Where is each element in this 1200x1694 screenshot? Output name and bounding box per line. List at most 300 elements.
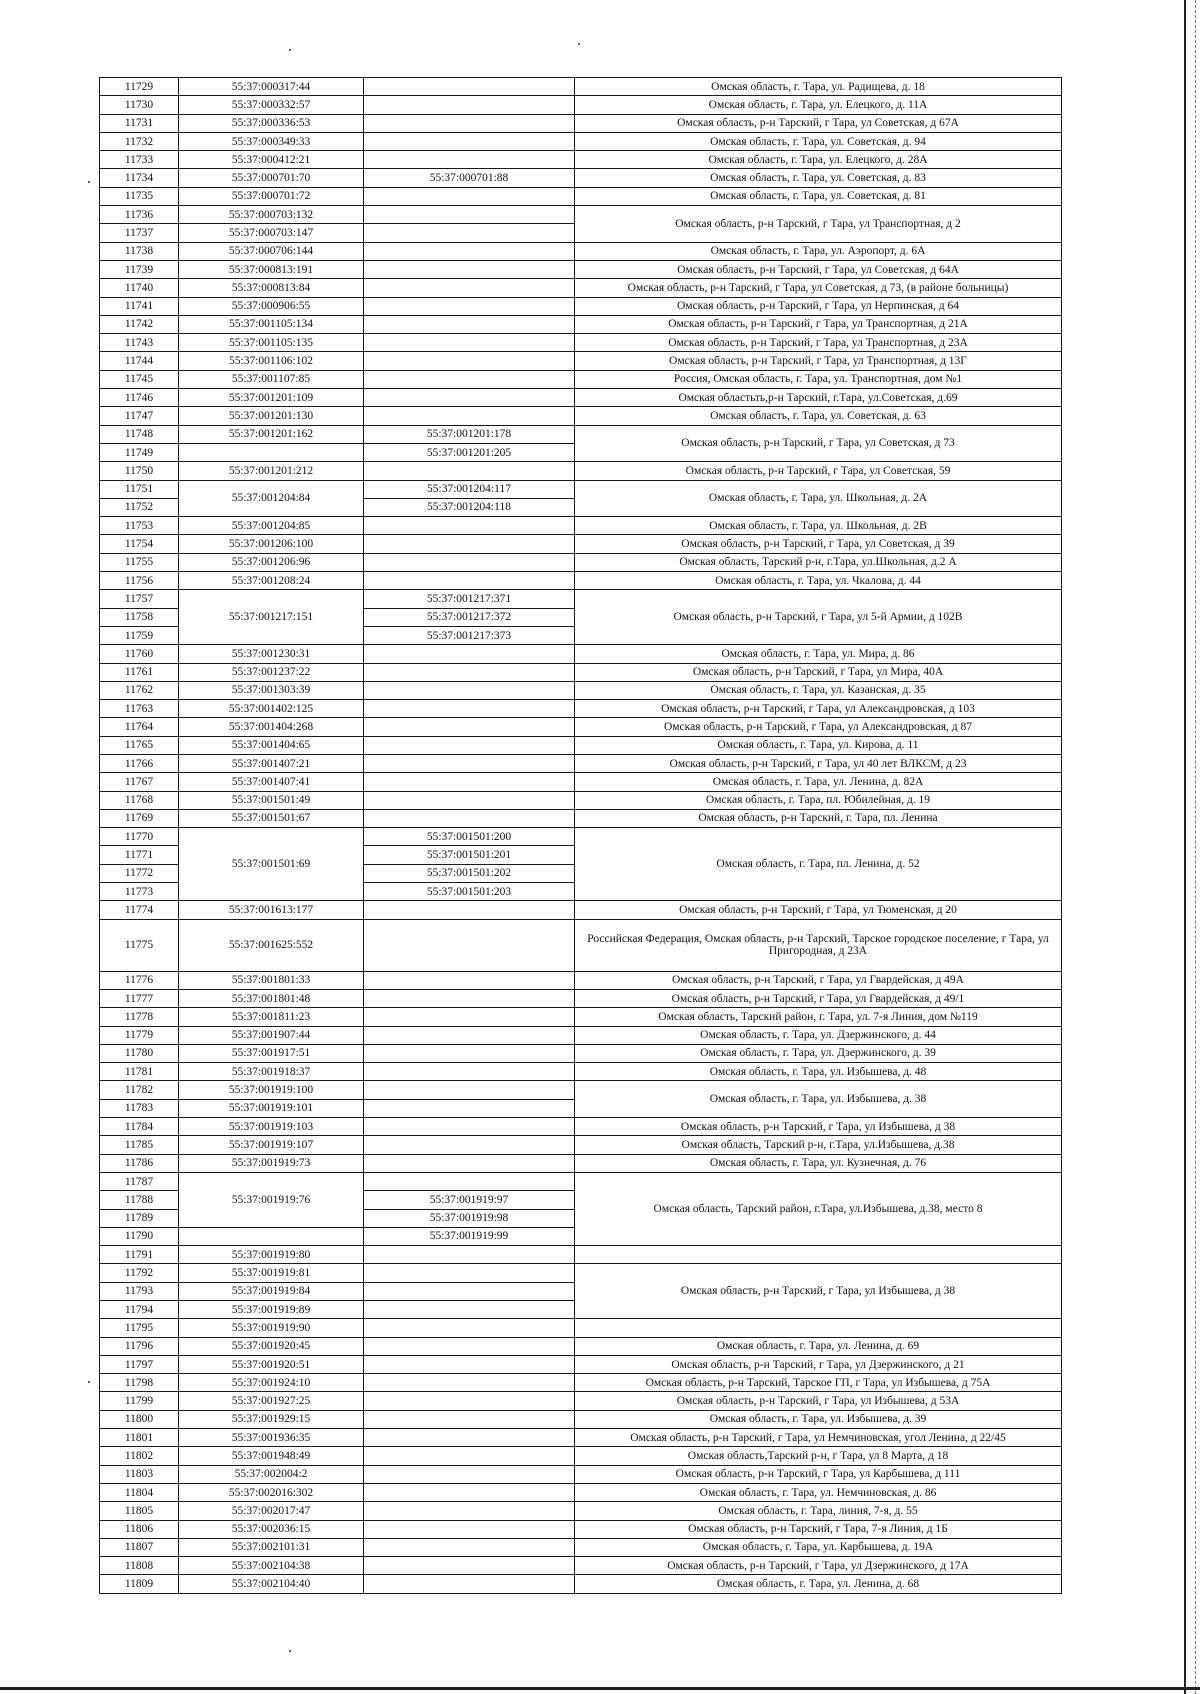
cell-address: Омская область, г. Тара, ул. Школьная, д. 2А (575, 480, 1062, 517)
cell-related-cadastral-number (364, 151, 575, 169)
cell-related-cadastral-number: 55:37:001501:202 (364, 864, 575, 882)
cell-cadastral-number: 55:37:001204:84 (179, 480, 364, 517)
cell-related-cadastral-number (364, 1355, 575, 1373)
table-row (100, 132, 1062, 150)
cell-cadastral-number: 55:37:001106:102 (179, 352, 364, 370)
table-row (100, 809, 1062, 827)
cell-record-number: 11785 (100, 1136, 179, 1154)
table-row (100, 1502, 1062, 1520)
cell-related-cadastral-number (364, 462, 575, 480)
cell-related-cadastral-number (364, 1008, 575, 1026)
cell-address: Омская область, р-н Тарский, г Тара, ул Советская, д 67А (575, 114, 1062, 132)
cell-related-cadastral-number (364, 1520, 575, 1538)
cell-related-cadastral-number (364, 1118, 575, 1136)
cell-related-cadastral-number (364, 206, 575, 224)
cell-record-number: 11731 (100, 114, 179, 132)
table-row (100, 1429, 1062, 1447)
cell-cadastral-number: 55:37:001948:49 (179, 1447, 364, 1465)
cell-address: Омская область, р-н Тарский, г Тара, ул Советская, д 73 (575, 425, 1062, 462)
cell-record-number: 11794 (100, 1301, 179, 1319)
table-row (100, 1118, 1062, 1136)
cell-record-number: 11796 (100, 1337, 179, 1355)
cell-record-number: 11805 (100, 1502, 179, 1520)
cell-address: Российская Федерация, Омская область, р-н Тарский, Тарское городское поселение, г Тара, ул Пригородная, д 23А (575, 919, 1062, 971)
cell-cadastral-number: 55:37:000813:84 (179, 279, 364, 297)
cell-related-cadastral-number (364, 1337, 575, 1355)
cell-cadastral-number: 55:37:000336:53 (179, 114, 364, 132)
cell-record-number: 11786 (100, 1154, 179, 1172)
table-row (100, 1154, 1062, 1172)
cell-address: Омская область, р-н Тарский, г Тара, ул Избышева, д 38 (575, 1264, 1062, 1319)
table-row (100, 151, 1062, 169)
cell-record-number: 11760 (100, 645, 179, 663)
cell-record-number: 11759 (100, 626, 179, 644)
cell-related-cadastral-number (364, 1063, 575, 1081)
cell-address: Омская область, г. Тара, пл. Ленина, д. 52 (575, 828, 1062, 901)
table-row (100, 370, 1062, 388)
table-row (100, 78, 1062, 96)
cell-address: Омская область, г. Тара, ул. Дзержинского, д. 39 (575, 1044, 1062, 1062)
cell-record-number: 11771 (100, 846, 179, 864)
cell-cadastral-number: 55:37:001924:10 (179, 1374, 364, 1392)
cell-cadastral-number: 55:37:001919:73 (179, 1154, 364, 1172)
cell-record-number: 11798 (100, 1374, 179, 1392)
table-row (100, 242, 1062, 260)
cell-address: Омская область, р-н Тарский, г Тара, ул Дзержинского, д 21 (575, 1355, 1062, 1373)
cell-address: Омская область, р-н Тарский, г Тара, ул Мира, 40А (575, 663, 1062, 681)
table-row (100, 1410, 1062, 1428)
cell-address: Омская область, р-н Тарский, г Тара, ул Нерпинская, д 64 (575, 297, 1062, 315)
cell-record-number: 11743 (100, 334, 179, 352)
cell-address: Омская область, р-н Тарский, г Тара, ул Транспортная, д 2 (575, 206, 1062, 243)
cell-record-number: 11783 (100, 1099, 179, 1117)
cell-cadastral-number: 55:37:000703:132 (179, 206, 364, 224)
cell-related-cadastral-number (364, 315, 575, 333)
page-border-right (1184, 0, 1186, 1694)
cell-address: Омская область, р-н Тарский, г Тара, ул Дзержинского, д 17А (575, 1557, 1062, 1575)
cell-address: Омская область, г. Тара, ул. Дзержинского, д. 44 (575, 1026, 1062, 1044)
cell-record-number: 11807 (100, 1538, 179, 1556)
table-row (100, 572, 1062, 590)
cell-related-cadastral-number (364, 1154, 575, 1172)
cell-related-cadastral-number (364, 681, 575, 699)
cell-record-number: 11729 (100, 78, 179, 96)
table-row (100, 901, 1062, 919)
cell-related-cadastral-number: 55:37:001204:118 (364, 498, 575, 516)
table-row (100, 425, 1062, 443)
cell-cadastral-number: 55:37:001936:35 (179, 1429, 364, 1447)
cell-related-cadastral-number (364, 901, 575, 919)
cell-cadastral-number: 55:37:001801:33 (179, 971, 364, 989)
cell-record-number: 11733 (100, 151, 179, 169)
table-row (100, 352, 1062, 370)
cell-related-cadastral-number (364, 1044, 575, 1062)
cell-address: Омская область, р-н Тарский, г Тара, ул Советская, 59 (575, 462, 1062, 480)
cell-record-number: 11804 (100, 1483, 179, 1501)
page-border-bottom (0, 1687, 1200, 1690)
table-row (100, 1575, 1062, 1593)
cell-address: Омская область, г. Тара, ул. Кирова, д. 11 (575, 736, 1062, 754)
cell-record-number: 11746 (100, 389, 179, 407)
cell-record-number: 11753 (100, 517, 179, 535)
cell-related-cadastral-number: 55:37:001919:98 (364, 1209, 575, 1227)
table-row (100, 1374, 1062, 1392)
cell-cadastral-number: 55:37:001919:100 (179, 1081, 364, 1099)
cell-cadastral-number: 55:37:001918:37 (179, 1063, 364, 1081)
cell-address: Омская область, Тарский район, г.Тара, ул.Избышева, д.38, место 8 (575, 1172, 1062, 1245)
scan-speck (88, 1381, 90, 1383)
cell-related-cadastral-number (364, 1483, 575, 1501)
table-row (100, 1465, 1062, 1483)
cell-related-cadastral-number: 55:37:001217:372 (364, 608, 575, 626)
cell-address: Омская область, г. Тара, ул. Радищева, д. 18 (575, 78, 1062, 96)
cell-related-cadastral-number: 55:37:001919:97 (364, 1191, 575, 1209)
cell-related-cadastral-number (364, 1136, 575, 1154)
cell-cadastral-number: 55:37:001105:135 (179, 334, 364, 352)
cell-cadastral-number: 55:37:000317:44 (179, 78, 364, 96)
cell-address: Омская область, р-н Тарский, г Тара, ул Гвардейская, д 49А (575, 971, 1062, 989)
table-row (100, 187, 1062, 205)
cell-address: Омская область, г. Тара, ул. Аэропорт, д. 6А (575, 242, 1062, 260)
cell-cadastral-number: 55:37:001407:21 (179, 754, 364, 772)
cell-address (575, 1246, 1062, 1264)
cell-cadastral-number: 55:37:001237:22 (179, 663, 364, 681)
cell-cadastral-number: 55:37:001919:107 (179, 1136, 364, 1154)
cell-cadastral-number: 55:37:001105:134 (179, 315, 364, 333)
table-row (100, 480, 1062, 498)
cell-record-number: 11780 (100, 1044, 179, 1062)
cell-record-number: 11735 (100, 187, 179, 205)
cell-cadastral-number: 55:37:001625:552 (179, 919, 364, 971)
cell-address: Омская область, р-н Тарский, г Тара, ул 5-й Армии, д 102В (575, 590, 1062, 645)
cell-cadastral-number: 55:37:001917:51 (179, 1044, 364, 1062)
table-row (100, 1044, 1062, 1062)
cell-record-number: 11777 (100, 989, 179, 1007)
table-row (100, 315, 1062, 333)
cell-record-number: 11800 (100, 1410, 179, 1428)
cell-related-cadastral-number: 55:37:001501:201 (364, 846, 575, 864)
cell-address: Омская область, р-н Тарский, Тарское ГП, г Тара, ул Избышева, д 75А (575, 1374, 1062, 1392)
cell-cadastral-number: 55:37:000701:72 (179, 187, 364, 205)
cell-related-cadastral-number (364, 1575, 575, 1593)
cell-related-cadastral-number (364, 96, 575, 114)
cell-record-number: 11752 (100, 498, 179, 516)
cell-cadastral-number: 55:37:001107:85 (179, 370, 364, 388)
cell-related-cadastral-number: 55:37:001919:99 (364, 1227, 575, 1245)
table-row (100, 773, 1062, 791)
cell-address: Омская область, г. Тара, ул. Кузнечная, д. 76 (575, 1154, 1062, 1172)
cell-address: Омская область, р-н Тарский, г Тара, ул Александровская, д 103 (575, 700, 1062, 718)
scan-speck (88, 181, 90, 183)
cell-cadastral-number: 55:37:001919:84 (179, 1282, 364, 1300)
cell-address: Омская область, р-н Тарский, г Тара, ул Советская, д 64А (575, 260, 1062, 278)
cell-cadastral-number: 55:37:001230:31 (179, 645, 364, 663)
cell-cadastral-number: 55:37:001201:109 (179, 389, 364, 407)
cell-record-number: 11795 (100, 1319, 179, 1337)
cell-cadastral-number: 55:37:001404:268 (179, 718, 364, 736)
cell-related-cadastral-number (364, 114, 575, 132)
table-row (100, 462, 1062, 480)
scan-speck (289, 1650, 291, 1652)
cell-address: Омская область, г. Тара, ул. Ленина, д. 82А (575, 773, 1062, 791)
cell-address: Омская область, р-н Тарский, г Тара, ул Советская, д 73, (в районе больницы) (575, 279, 1062, 297)
cell-record-number: 11734 (100, 169, 179, 187)
cell-cadastral-number: 55:37:001217:151 (179, 590, 364, 645)
cell-address: Омская область, р-н Тарский, г Тара, ул Транспортная, д 13Г (575, 352, 1062, 370)
cell-related-cadastral-number (364, 1026, 575, 1044)
cell-cadastral-number: 55:37:001204:85 (179, 517, 364, 535)
cell-address: Омская область, Тарский р-н, г.Тара, ул.Школьная, д.2 А (575, 553, 1062, 571)
cell-cadastral-number: 55:37:000703:147 (179, 224, 364, 242)
cell-cadastral-number: 55:37:000813:191 (179, 260, 364, 278)
table-row (100, 407, 1062, 425)
cell-cadastral-number: 55:37:001927:25 (179, 1392, 364, 1410)
cell-address: Омская область, р-н Тарский, г Тара, ул Гвардейская, д 49/1 (575, 989, 1062, 1007)
table-row (100, 1319, 1062, 1337)
cell-cadastral-number: 55:37:001501:49 (179, 791, 364, 809)
scan-speck (289, 49, 291, 51)
cell-record-number: 11802 (100, 1447, 179, 1465)
cell-record-number: 11789 (100, 1209, 179, 1227)
table-row (100, 1538, 1062, 1556)
cell-address: Омская область, р-н Тарский, г Тара, ул Транспортная, д 21А (575, 315, 1062, 333)
cell-record-number: 11801 (100, 1429, 179, 1447)
cell-address: Омская область, г. Тара, ул. Мира, д. 86 (575, 645, 1062, 663)
table-row (100, 1447, 1062, 1465)
cell-record-number: 11749 (100, 443, 179, 461)
cell-address: Омская область, г. Тара, ул. Избышева, д. 38 (575, 1081, 1062, 1118)
cell-record-number: 11766 (100, 754, 179, 772)
cell-record-number: 11744 (100, 352, 179, 370)
table-row (100, 1483, 1062, 1501)
cell-record-number: 11779 (100, 1026, 179, 1044)
cell-related-cadastral-number (364, 224, 575, 242)
cell-address: Россия, Омская область, г. Тара, ул. Транспортная, дом №1 (575, 370, 1062, 388)
cell-address: Омская область, г. Тара, ул. Советская, д. 81 (575, 187, 1062, 205)
cell-cadastral-number: 55:37:001201:162 (179, 425, 364, 443)
cell-address: Омская область,Тарский р-н, г Тара, ул 8 Марта, д 18 (575, 1447, 1062, 1465)
cell-record-number: 11763 (100, 700, 179, 718)
cell-record-number: 11732 (100, 132, 179, 150)
table-row (100, 260, 1062, 278)
cell-related-cadastral-number (364, 1081, 575, 1099)
cell-related-cadastral-number (364, 389, 575, 407)
cell-related-cadastral-number (364, 517, 575, 535)
cell-related-cadastral-number (364, 407, 575, 425)
cell-address: Омская область, г. Тара, ул. Советская, д. 83 (575, 169, 1062, 187)
cell-record-number: 11791 (100, 1246, 179, 1264)
cell-record-number: 11767 (100, 773, 179, 791)
cell-cadastral-number: 55:37:001801:48 (179, 989, 364, 1007)
table-row (100, 1264, 1062, 1282)
table-row (100, 206, 1062, 224)
cell-record-number: 11757 (100, 590, 179, 608)
table-row (100, 645, 1062, 663)
cell-related-cadastral-number: 55:37:001201:178 (364, 425, 575, 443)
table-row (100, 169, 1062, 187)
table-row (100, 828, 1062, 846)
cell-record-number: 11770 (100, 828, 179, 846)
cell-related-cadastral-number (364, 1319, 575, 1337)
cell-related-cadastral-number (364, 1099, 575, 1117)
cell-address: Омская область, р-н Тарский, г Тара, ул Немчиновская, угол Ленина, д 22/45 (575, 1429, 1062, 1447)
cell-cadastral-number: 55:37:000706:144 (179, 242, 364, 260)
cell-record-number: 11739 (100, 260, 179, 278)
cell-related-cadastral-number (364, 989, 575, 1007)
cell-cadastral-number (179, 443, 364, 461)
cell-address: Омская область, р-н Тарский, г Тара, ул Тюменская, д 20 (575, 901, 1062, 919)
cell-related-cadastral-number (364, 1538, 575, 1556)
cell-record-number: 11792 (100, 1264, 179, 1282)
cell-record-number: 11741 (100, 297, 179, 315)
cell-cadastral-number: 55:37:000701:70 (179, 169, 364, 187)
table-row (100, 96, 1062, 114)
cell-address: Омская область, г. Тара, ул. Карбышева, д. 19А (575, 1538, 1062, 1556)
table-row (100, 919, 1062, 971)
cell-cadastral-number: 55:37:001201:212 (179, 462, 364, 480)
cell-cadastral-number: 55:37:001206:100 (179, 535, 364, 553)
cell-record-number: 11742 (100, 315, 179, 333)
cell-related-cadastral-number (364, 773, 575, 791)
table-row (100, 989, 1062, 1007)
registry-table (99, 77, 1062, 1594)
cell-address: Омская областьть,р-н Тарский, г.Тара, ул.Советская, д.69 (575, 389, 1062, 407)
cell-record-number: 11755 (100, 553, 179, 571)
cell-cadastral-number: 55:37:001402:125 (179, 700, 364, 718)
cell-address: Омская область, г. Тара, ул. Избышева, д. 48 (575, 1063, 1062, 1081)
table-row (100, 1557, 1062, 1575)
cell-cadastral-number: 55:37:001206:96 (179, 553, 364, 571)
cell-address: Омская область, р-н Тарский, г Тара, ул Избышева, д 38 (575, 1118, 1062, 1136)
cell-related-cadastral-number: 55:37:001201:205 (364, 443, 575, 461)
cell-related-cadastral-number (364, 132, 575, 150)
cell-record-number: 11748 (100, 425, 179, 443)
table-row (100, 718, 1062, 736)
table-row (100, 1026, 1062, 1044)
cell-related-cadastral-number: 55:37:001217:371 (364, 590, 575, 608)
scan-edge-dashes (1195, 0, 1196, 1694)
cell-cadastral-number: 55:37:001929:15 (179, 1410, 364, 1428)
cell-address: Омская область, г. Тара, ул. Ленина, д. 68 (575, 1575, 1062, 1593)
cell-record-number: 11778 (100, 1008, 179, 1026)
cell-related-cadastral-number (364, 187, 575, 205)
cell-related-cadastral-number (364, 260, 575, 278)
cell-record-number: 11806 (100, 1520, 179, 1538)
table-row (100, 1337, 1062, 1355)
table-row (100, 1355, 1062, 1373)
cell-related-cadastral-number (364, 1282, 575, 1300)
table-row (100, 590, 1062, 608)
cell-address: Омская область, г. Тара, ул. Чкалова, д. 44 (575, 572, 1062, 590)
cell-cadastral-number: 55:37:000412:21 (179, 151, 364, 169)
cell-related-cadastral-number: 55:37:001204:117 (364, 480, 575, 498)
table-row (100, 1136, 1062, 1154)
cell-related-cadastral-number (364, 1429, 575, 1447)
cell-related-cadastral-number (364, 718, 575, 736)
cell-address: Омская область, г. Тара, ул. Ленина, д. 69 (575, 1337, 1062, 1355)
table-row (100, 971, 1062, 989)
table-row (100, 754, 1062, 772)
cell-record-number: 11740 (100, 279, 179, 297)
cell-cadastral-number: 55:37:001919:76 (179, 1172, 364, 1227)
cell-address: Омская область, г. Тара, пл. Юбилейная, д. 19 (575, 791, 1062, 809)
cell-record-number: 11793 (100, 1282, 179, 1300)
cell-cadastral-number: 55:37:002101:31 (179, 1538, 364, 1556)
cell-related-cadastral-number (364, 736, 575, 754)
cell-address: Омская область, р-н Тарский, г Тара, ул Избышева, д 53А (575, 1392, 1062, 1410)
cell-record-number: 11772 (100, 864, 179, 882)
cell-record-number: 11751 (100, 480, 179, 498)
cell-related-cadastral-number (364, 352, 575, 370)
cell-related-cadastral-number (364, 809, 575, 827)
cell-cadastral-number: 55:37:001404:65 (179, 736, 364, 754)
cell-related-cadastral-number (364, 700, 575, 718)
cell-cadastral-number: 55:37:002104:38 (179, 1557, 364, 1575)
cell-address: Омская область, г. Тара, ул. Советская, д. 94 (575, 132, 1062, 150)
cell-related-cadastral-number (364, 971, 575, 989)
cell-cadastral-number: 55:37:002004:2 (179, 1465, 364, 1483)
cell-record-number: 11769 (100, 809, 179, 827)
cell-record-number: 11750 (100, 462, 179, 480)
cell-related-cadastral-number (364, 1557, 575, 1575)
cell-record-number: 11790 (100, 1227, 179, 1245)
cell-address: Омская область, р-н Тарский, г Тара, ул Карбышева, д 111 (575, 1465, 1062, 1483)
table-row (100, 553, 1062, 571)
cell-related-cadastral-number (364, 1410, 575, 1428)
cell-address: Омская область, Тарский район, г. Тара, ул. 7-я Линия, дом №119 (575, 1008, 1062, 1026)
table-row (100, 736, 1062, 754)
cell-related-cadastral-number: 55:37:000701:88 (364, 169, 575, 187)
cell-address: Омская область, г. Тара, ул. Елецкого, д. 11А (575, 96, 1062, 114)
cell-cadastral-number: 55:37:001919:89 (179, 1301, 364, 1319)
cell-related-cadastral-number (364, 754, 575, 772)
cell-record-number: 11784 (100, 1118, 179, 1136)
table-row (100, 535, 1062, 553)
cell-related-cadastral-number (364, 1246, 575, 1264)
cell-related-cadastral-number (364, 279, 575, 297)
cell-related-cadastral-number (364, 1392, 575, 1410)
cell-related-cadastral-number (364, 663, 575, 681)
cell-related-cadastral-number (364, 553, 575, 571)
cell-address: Омская область, Тарский р-н, г.Тара, ул.Избышева, д.38 (575, 1136, 1062, 1154)
cell-record-number: 11773 (100, 883, 179, 901)
table-row (100, 663, 1062, 681)
cell-cadastral-number: 55:37:001919:90 (179, 1319, 364, 1337)
table-row (100, 1246, 1062, 1264)
cell-cadastral-number: 55:37:001919:81 (179, 1264, 364, 1282)
cell-record-number: 11764 (100, 718, 179, 736)
cell-address: Омская область, р-н Тарский, г Тара, ул 40 лет ВЛКСМ, д 23 (575, 754, 1062, 772)
cell-related-cadastral-number (364, 1374, 575, 1392)
table-row (100, 389, 1062, 407)
cell-record-number: 11737 (100, 224, 179, 242)
cell-cadastral-number: 55:37:001501:67 (179, 809, 364, 827)
cell-address: Омская область, г. Тара, ул. Советская, д. 63 (575, 407, 1062, 425)
cell-cadastral-number (179, 1227, 364, 1245)
cell-related-cadastral-number (364, 1447, 575, 1465)
cell-address: Омская область, г. Тара, ул. Школьная, д. 2В (575, 517, 1062, 535)
cell-cadastral-number: 55:37:001303:39 (179, 681, 364, 699)
table-row (100, 297, 1062, 315)
cell-related-cadastral-number: 55:37:001501:200 (364, 828, 575, 846)
cell-cadastral-number: 55:37:001201:130 (179, 407, 364, 425)
cell-cadastral-number: 55:37:000906:55 (179, 297, 364, 315)
cell-related-cadastral-number (364, 572, 575, 590)
table-row (100, 334, 1062, 352)
cell-address: Омская область, р-н Тарский, г Тара, ул Транспортная, д 23А (575, 334, 1062, 352)
cell-address: Омская область, р-н Тарский, г Тара, ул Советская, д 39 (575, 535, 1062, 553)
cell-record-number: 11761 (100, 663, 179, 681)
